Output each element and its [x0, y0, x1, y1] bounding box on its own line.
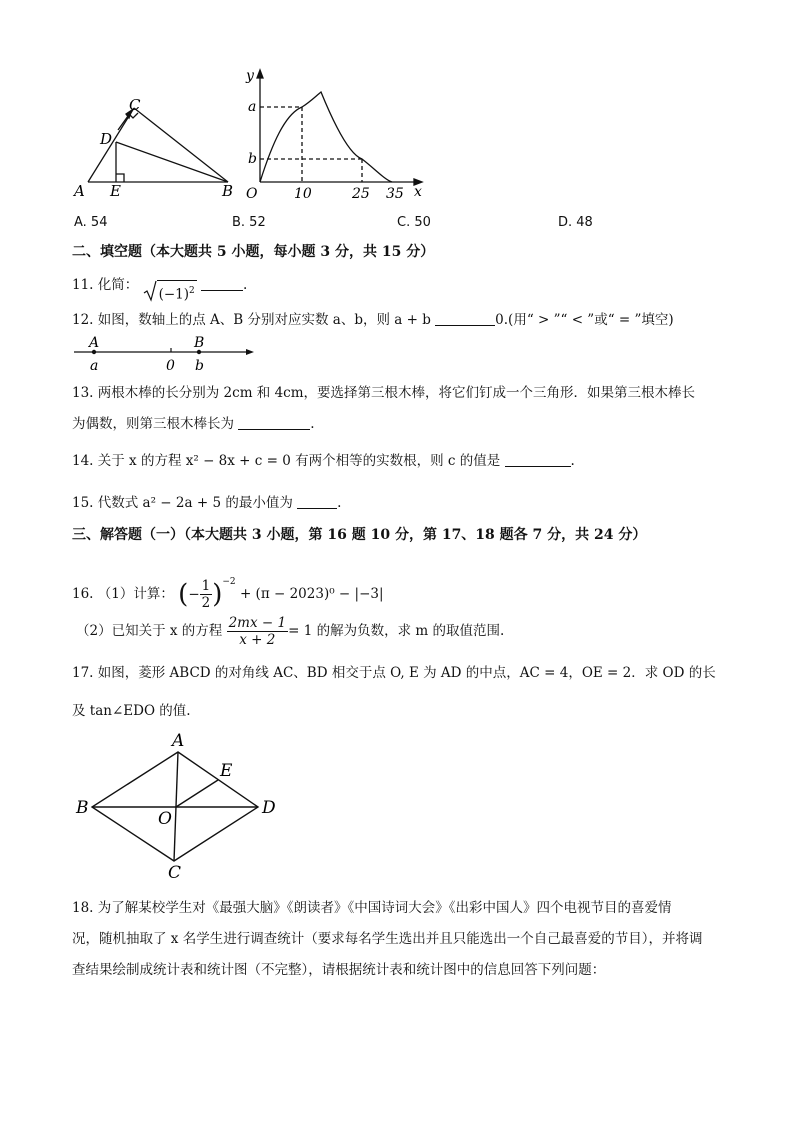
- q12-text-b: 0.(用“ > ”“ < ”或“ = ”填空): [495, 312, 674, 328]
- q16-p2-b: = 1 的解为负数，求 m 的取值范围.: [288, 623, 505, 639]
- question-18-line3: 查结果绘制成统计表和统计图（不完整），请根据统计表和统计图中的信息回答下列问题：: [72, 962, 606, 978]
- graph-label-x: x: [414, 184, 422, 200]
- graph-label-a: a: [248, 99, 257, 115]
- label-B: B: [222, 182, 234, 200]
- q16-p2-num: 2mx − 1: [228, 615, 287, 631]
- sqrt-icon: [143, 280, 197, 302]
- minus-sign: −: [188, 586, 200, 603]
- nl-label-a: a: [90, 358, 99, 374]
- q12-text-a: 12. 如图，数轴上的点 A、B 分别对应实数 a、b，则 a + b: [72, 312, 431, 328]
- q16-p2-a: （2）已知关于 x 的方程: [76, 623, 223, 639]
- question-15: [72, 494, 341, 512]
- rhombus-label-C: C: [168, 863, 182, 883]
- q15-end: .: [337, 495, 342, 511]
- question-18-line2: 况，随机抽取了 x 名学生进行调查统计（要求每名学生选出并且只能选出一个自己最喜爱的节目），并将调: [72, 931, 703, 947]
- q16-p1-tail: + (π − 2023)⁰ − |−3|: [239, 586, 384, 602]
- question-18-line1: 18. 为了解某校学生对《最强大脑》《朗读者》《中国诗词大会》《出彩中国人》四个电视节目的喜爱情: [72, 900, 672, 916]
- option-d[interactable]: D. 48: [558, 215, 593, 230]
- q11-expr: (−1): [158, 286, 190, 303]
- function-graph: [240, 64, 430, 204]
- question-16-part2: [76, 611, 504, 651]
- q15-text: 15. 代数式 a² − 2a + 5 的最小值为: [72, 495, 293, 511]
- triangle-figure: [70, 96, 245, 204]
- graph-tick-35: 35: [386, 186, 404, 202]
- number-line: [70, 334, 260, 376]
- paren-close-icon: ): [212, 579, 223, 610]
- rhombus-label-O: O: [158, 809, 172, 829]
- q15-answer-blank[interactable]: [297, 494, 337, 509]
- question-12: [72, 311, 674, 329]
- q11-end: .: [243, 277, 248, 293]
- q11-number: 11.: [72, 277, 94, 293]
- question-16-part1: [72, 562, 384, 611]
- q16-p2-fraction: [227, 615, 289, 648]
- question-13-line1: 13. 两根木棒的长分别为 2cm 和 4cm，要选择第三根木棒，将它们钉成一个三角形．如果第三根木棒长: [72, 385, 696, 401]
- rhombus-label-B: B: [76, 798, 89, 818]
- q16-p1-label: 16. （1）计算：: [72, 586, 174, 602]
- label-A: A: [74, 182, 85, 200]
- q16-frac-num: 1: [201, 578, 211, 594]
- nl-label-0: 0: [166, 358, 175, 374]
- q16-p2-den: x + 2: [239, 632, 276, 648]
- rhombus-label-E: E: [220, 761, 233, 781]
- q11-exp: 2: [189, 286, 195, 296]
- paren-open-icon: (: [178, 579, 189, 610]
- graph-tick-25: 25: [352, 186, 370, 202]
- label-D: D: [100, 130, 113, 148]
- question-11: [72, 276, 247, 302]
- graph-tick-10: 10: [294, 186, 312, 202]
- section-3-title: 三、解答题（一）（本大题共 3 小题，第 16 题 10 分，第 17、18 题各 7 分，共 24 分）: [72, 527, 647, 543]
- section-2-title: 二、填空题（本大题共 5 小题，每小题 3 分，共 15 分）: [72, 244, 435, 260]
- graph-label-y: y: [246, 68, 254, 84]
- option-c[interactable]: C. 50: [397, 215, 431, 230]
- q11-answer-blank[interactable]: [201, 276, 243, 291]
- q14-text: 14. 关于 x 的方程 x² − 8x + c = 0 有两个相等的实数根，则 c 的值是: [72, 453, 501, 469]
- q13-answer-blank[interactable]: [238, 415, 310, 430]
- rhombus-figure: [72, 728, 292, 884]
- q12-answer-blank[interactable]: [435, 311, 495, 326]
- option-b[interactable]: B. 52: [232, 215, 266, 230]
- question-17-line2: 及 tan∠EDO 的值.: [72, 703, 191, 719]
- option-a[interactable]: A. 54: [74, 215, 108, 230]
- q14-end: .: [570, 453, 575, 469]
- question-14: [72, 452, 575, 470]
- q16-frac-den: 2: [201, 595, 211, 611]
- q13-end: .: [310, 416, 315, 432]
- question-13-line2: [72, 415, 315, 433]
- q11-text: 化简：: [97, 277, 139, 293]
- nl-label-b: b: [195, 358, 204, 374]
- q14-answer-blank[interactable]: [505, 452, 571, 467]
- q16-exp: −2: [222, 577, 236, 587]
- question-17-line1: 17. 如图，菱形 ABCD 的对角线 AC、BD 相交于点 O, E 为 AD 的中点，AC = 4，OE = 2．求 OD 的长: [72, 665, 716, 681]
- nl-label-B: B: [194, 335, 205, 351]
- q16-fraction: [200, 578, 213, 611]
- rhombus-label-D: D: [262, 798, 276, 818]
- graph-label-O: O: [246, 186, 258, 202]
- graph-label-b: b: [248, 151, 257, 167]
- label-C: C: [129, 96, 141, 114]
- nl-label-A: A: [89, 335, 100, 351]
- label-E: E: [110, 182, 121, 200]
- q13-line2-text: 为偶数，则第三根木棒长为: [72, 416, 234, 432]
- rhombus-label-A: A: [172, 731, 185, 751]
